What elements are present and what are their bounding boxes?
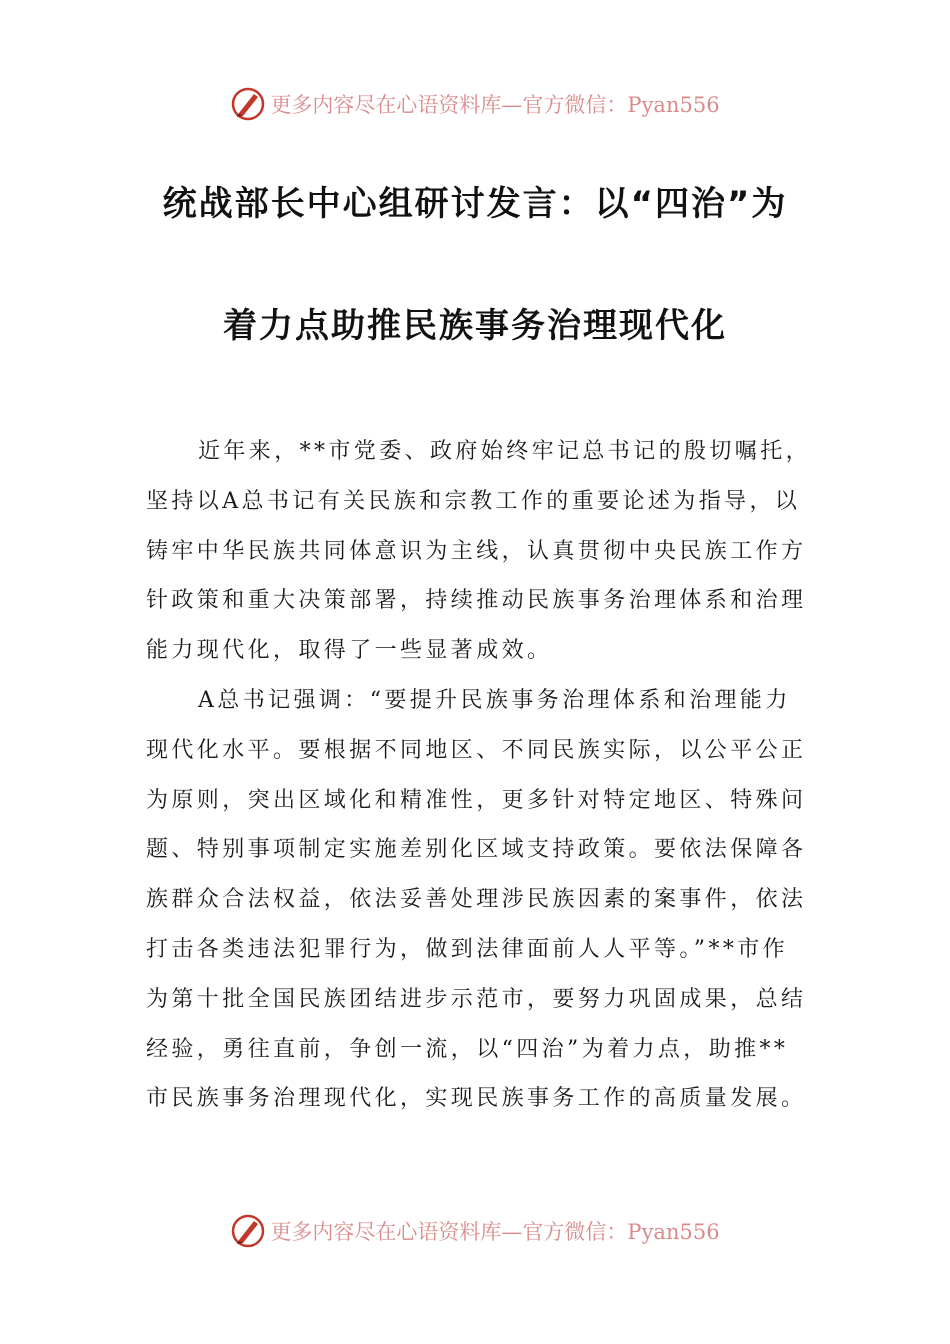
pen-logo-icon <box>230 86 266 122</box>
header-watermark <box>0 84 950 124</box>
page-title-line-1: 统战部长中心组研讨发言：以“四治”为 <box>162 184 788 224</box>
watermark-text: 更多内容尽在心语资料库—官方微信：Pyan556 <box>270 1220 720 1244</box>
pen-logo-icon <box>230 1213 266 1249</box>
footer-watermark <box>0 1211 950 1251</box>
watermark-text: 更多内容尽在心语资料库—官方微信：Pyan556 <box>270 93 720 117</box>
paragraph: 近年来，**市党委、政府始终牢记总书记的殷切嘱托，坚持以A总书记有关民族和宗教工作的重要论述为指导，以铸牢中华民族共同体意识为主线，认真贯彻中央民族工作方针政策和重大决策部署，持续推动民族事务治理体系和治理能力现代化，取得了一些显著成效。 <box>146 439 812 664</box>
document-body <box>146 427 812 1124</box>
page-title-line-2: 着力点助推民族事务治理现代化 <box>223 306 727 346</box>
paragraph: A总书记强调：“要提升民族事务治理体系和治理能力现代化水平。要根据不同地区、不同民族实际，以公平公正为原则，突出区域化和精准性，更多针对特定地区、特殊问题、特别事项制定实施差别化区域支持政策。要依法保障各族群众合法权益，依法妥善处理涉民族因素的案事件，依法打击各类违法犯罪行为，做到法律面前人人平等。”**市作为第十批全国民族团结进步示范市，要努力巩固成果，总结经验，勇往直前，争创一流，以“四治”为着力点，助推**市民族事务治理现代化，实现民族事务工作的高质量发展。 <box>146 687 807 1112</box>
